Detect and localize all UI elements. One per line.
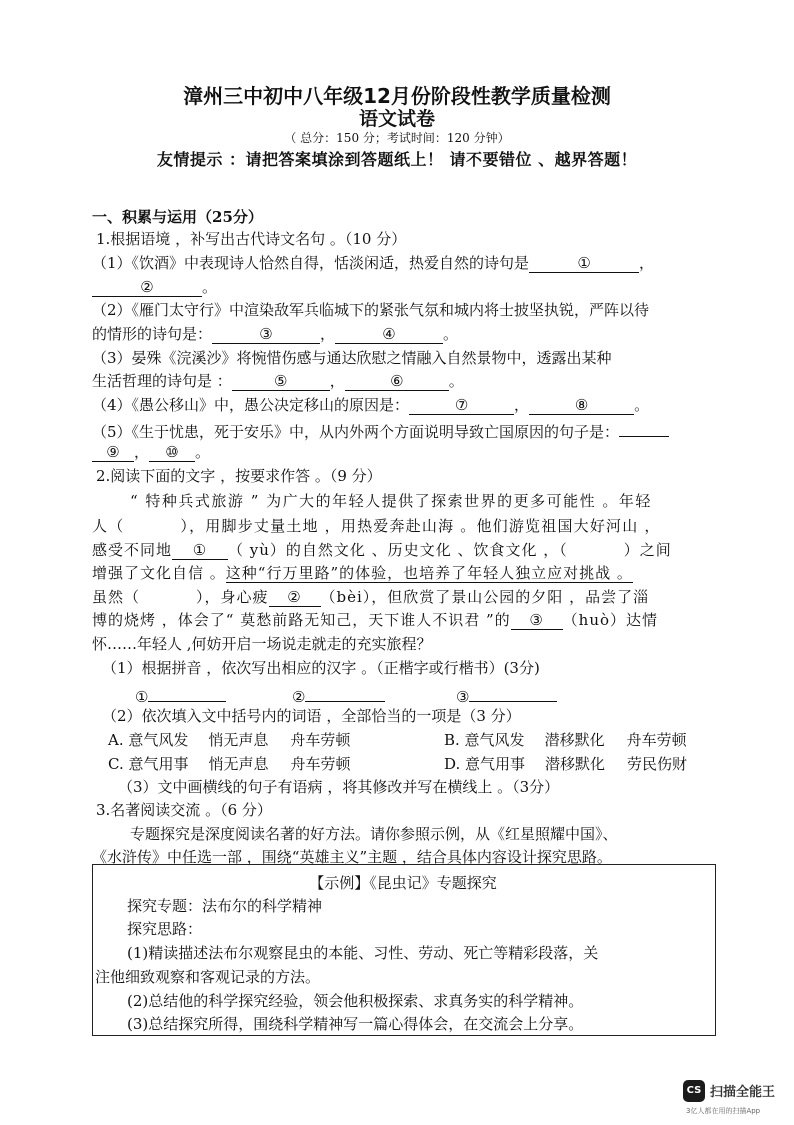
q2-sub1-answer2: ② <box>292 683 385 707</box>
q1-line5b: ⑨ ， ⑩ 。 <box>92 442 210 462</box>
exam-meta: （ 总分：150 分；考试时间：120 分钟） <box>284 131 510 145</box>
answer-blank <box>619 418 669 437</box>
q1-line4: （4）《愚公移山》中，愚公决定移山的原因是： ⑦ ， ⑧ 。 <box>92 396 650 414</box>
flawed-sentence: 这种“行万里路”的体验，也培养了年轻人独立应对挑战 。 <box>225 564 633 582</box>
q2-sub1-answer3: ③ <box>456 683 557 707</box>
camscanner-logo-icon: CS <box>683 1080 705 1102</box>
section-heading: 一、积累与运用（25分） <box>92 208 263 226</box>
option-d: D. 意气用事 潜移默化 劳民伤财 <box>444 755 688 773</box>
answer-blank: ① <box>529 254 639 273</box>
example-item1: (1)精读描述法布尔观察昆虫的本能、习性、劳动、死亡等精彩段落，关 <box>127 944 599 962</box>
q1-line1b: ② 。 <box>92 277 217 297</box>
q2-para1: “ 特种兵式旅游 ” 为广大的年轻人提供了探索世界的更多可能性 。年轻 <box>130 492 652 510</box>
pinyin-blank: ② <box>269 588 321 607</box>
example-topic: 探究专题：法布尔的科学精神 <box>127 897 323 915</box>
q1-stem: 1.根据语境 ，补写出古代诗文名句 。（10 分） <box>96 230 407 248</box>
exam-title: 漳州三中初中八年级12月份阶段性教学质量检测 <box>183 84 611 108</box>
option-b: B. 意气风发 潜移默化 舟车劳顿 <box>444 731 687 749</box>
exam-subtitle: 语文试卷 <box>358 108 435 130</box>
answer-blank: ⑥ <box>345 372 449 391</box>
example-item1-cont: 注他细致观察和客观记录的方法。 <box>95 968 321 986</box>
example-path: 探究思路： <box>127 920 203 938</box>
watermark-name: 扫描全能王 <box>710 1085 776 1100</box>
answer-blank: ③ <box>212 325 320 344</box>
answer-blank: ⑦ <box>409 396 514 415</box>
answer-blank: ④ <box>335 325 443 344</box>
pinyin-blank: ① <box>172 541 228 560</box>
q1-line3b: 生活哲理的诗句是 ： ⑤ ， ⑥ 。 <box>92 372 464 390</box>
answer-blank <box>469 683 557 702</box>
q2-para3: 感受不同地 ① （ yù）的自然文化 、历史文化 、饮食文化 ，（ ）之间 <box>92 541 672 559</box>
answer-blank: ⑤ <box>232 372 330 391</box>
answer-blank: ⑩ <box>149 443 195 462</box>
q1-line2b: 的情形的诗句是： ③ ， ④ 。 <box>92 325 459 343</box>
example-box <box>92 864 716 1036</box>
example-item2: (2)总结他的科学探究经验，领会他积极探索、求真务实的科学精神。 <box>127 992 584 1010</box>
q2-sub3: （3）文中画横线的句子有语病 ，将其修改并写在横线上 。（3分） <box>118 778 560 796</box>
example-title: 【示例】《昆虫记》专题探究 <box>309 874 497 892</box>
q3-para1: 专题探究是深度阅读名著的好方法。请你参照示例，从《红星照耀中国》、 <box>130 825 618 843</box>
q2-para5: 虽然（ ），身心疲 ② （bèi），但欣赏了景山公园的夕阳 ，品尝了淄 <box>92 588 650 606</box>
q1-line3a: （3）晏殊《浣溪沙》将惋惜伤感与通达欣慰之情融入自然景物中，透露出某种 <box>92 349 612 367</box>
friendly-hint: 友情提示 ：请把答案填涂到答题纸上！ 请不要错位 、越界答题！ <box>156 150 638 169</box>
q1-line2a: （2）《雁门太守行》中渲染敌军兵临城下的紧张气氛和城内将士披坚执锐，严阵以待 <box>92 301 650 319</box>
q2-para4: 增强了文化自信 。这种“行万里路”的体验，也培养了年轻人独立应对挑战 。 <box>92 564 633 582</box>
answer-blank <box>305 683 385 702</box>
answer-blank: ⑨ <box>92 443 134 462</box>
watermark-tagline: 3亿人都在用的扫描App <box>686 1107 761 1115</box>
q2-sub1-answer1: ① <box>135 683 226 707</box>
q2-para6: 博的烧烤 ，体会了“ 莫愁前路无知己，天下谁人不识君 ”的 ③ （huò）达情 <box>92 611 659 629</box>
pinyin-blank: ③ <box>511 611 563 630</box>
q1-line1: （1）《饮酒》中表现诗人恰然自得，恬淡闲适，热爱自然的诗句是 ① ， <box>92 254 655 272</box>
q2-sub1: （1）根据拼音 ，依次写出相应的汉字 。（正楷字或行楷书）(3分) <box>102 659 540 677</box>
q2-para7: 怀……年轻人 ,何妨开启一场说走就走的充实旅程？ <box>92 635 432 653</box>
q1-line5: （5）《生于忧患，死于安乐》中，从内外两个方面说明导致亡国原因的句子是： <box>92 418 669 442</box>
answer-blank: ② <box>92 278 202 297</box>
q2-stem: 2.阅读下面的文字 ，按要求作答 。（9 分） <box>96 467 382 485</box>
answer-blank: ⑧ <box>529 396 634 415</box>
option-c: C. 意气用事 悄无声息 舟车劳顿 <box>108 755 351 773</box>
example-item3: (3)总结探究所得，围绕科学精神写一篇心得体会，在交流会上分享。 <box>127 1015 584 1033</box>
q3-stem: 3.名著阅读交流 。（6 分） <box>96 801 272 819</box>
option-a: A. 意气风发 悄无声息 舟车劳顿 <box>108 731 351 749</box>
q3-para2: 《水浒传》中任选一部 ，围绕“英雄主义”主题 ，结合具体内容设计探究思路。 <box>92 848 612 866</box>
answer-blank <box>148 683 226 702</box>
q2-sub2: （2）依次填入文中括号内的词语 ，全部恰当的一项是（3 分） <box>102 707 521 725</box>
q2-para2: 人（ ），用脚步丈量土地 ，用热爱奔赴山海 。他们游览祖国大好河山 ， <box>92 517 661 535</box>
